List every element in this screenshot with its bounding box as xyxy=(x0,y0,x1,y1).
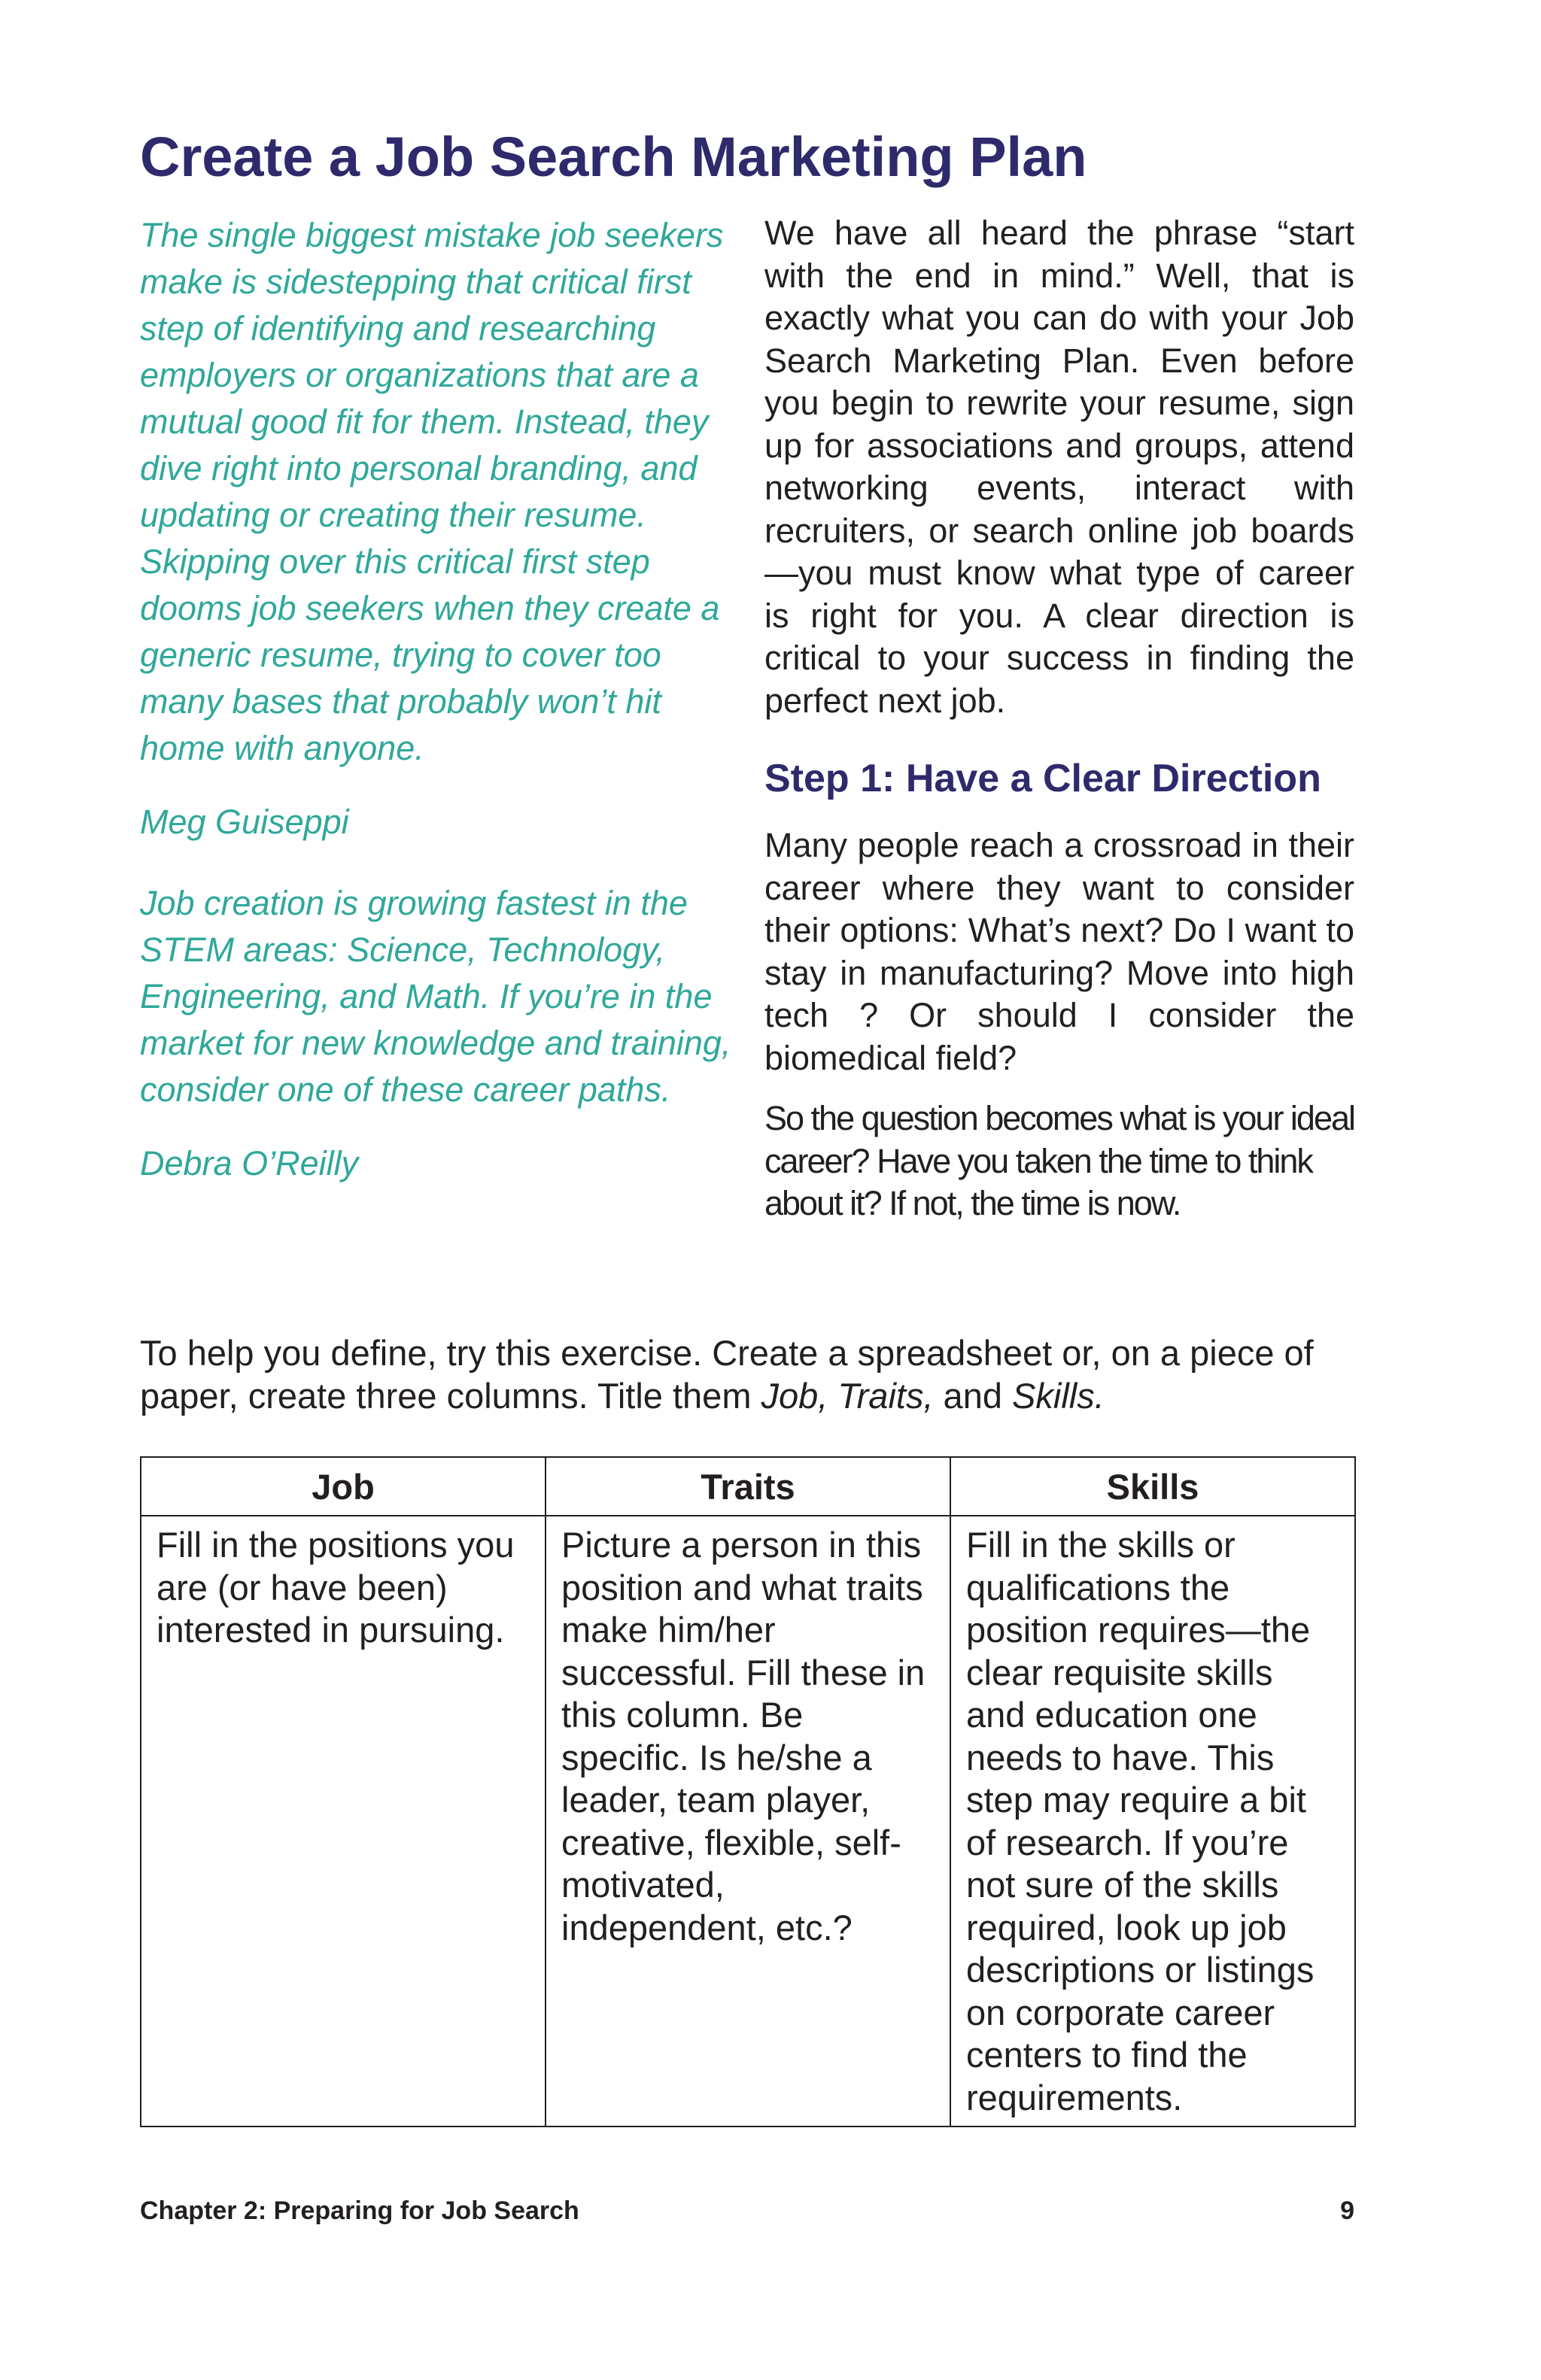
page-title: Create a Job Search Marketing Plan xyxy=(140,126,1087,188)
sidebar-quotes xyxy=(140,212,749,1187)
exercise-title-items: Job, Traits, xyxy=(761,1376,934,1416)
cell-skills: Fill in the skills or qualifications the position requires—the clear requisite skills and education one needs to have. This step may require a bit of research. If you’re not sure of the skills required, look up job descriptions or listings on corporate career centers to find the requirements. xyxy=(950,1516,1355,2127)
step1-heading: Step 1: Have a Clear Direction xyxy=(764,757,1321,800)
table-row xyxy=(141,1516,1355,2127)
footer-chapter-title: Chapter 2: Preparing for Job Search xyxy=(140,2196,579,2225)
footer-page-number: 9 xyxy=(1340,2196,1354,2225)
exercise-table xyxy=(140,1456,1356,2127)
exercise-instructions-text: To help you define, try this exercise. Create a spreadsheet or, on a piece of paper, create three columns. Title them xyxy=(140,1333,1314,1416)
exercise-last-item: Skills. xyxy=(1012,1376,1105,1416)
exercise-and-word: and xyxy=(933,1376,1013,1416)
quote-author-debra-oreilly: Debra O’Reilly xyxy=(140,1144,359,1182)
main-column xyxy=(764,212,1354,1225)
cell-job: Fill in the positions you are (or have been) interested in pursuing. xyxy=(141,1516,546,2127)
column-header-job: Job xyxy=(141,1457,546,1516)
quote-meg-guiseppi: The single biggest mistake job seekers make is sidestepping that critical first step of identifying and researching employers or organizations that are a mutual good fit for them. Instead, they dive right into personal branding, and updating or creating their resume. Skipping over this critical first step dooms job seekers when they create a generic resume, trying to cover too many bases that probably won’t hit home with anyone. xyxy=(140,216,724,767)
quote-debra-oreilly: Job creation is growing fastest in the STEM areas: Science, Technology, Engineering, and Math. If you’re in the market for new knowledge and training, consider one of these career paths. xyxy=(140,884,731,1109)
table-header-row xyxy=(141,1457,1355,1516)
column-header-skills: Skills xyxy=(950,1457,1355,1516)
cell-traits: Picture a person in this position and what traits make him/her successful. Fill these in this column. Be specific. Is he/she a leader, team player, creative, flexible, self-motivated, independent, etc.? xyxy=(546,1516,950,2127)
quote-author-meg-guiseppi: Meg Guiseppi xyxy=(140,803,349,841)
crossroad-paragraph: Many people reach a crossroad in their career where they want to consider their options: What’s next? Do I want to stay in manufacturing? Move into high tech ? Or should I consider the biomedical field? xyxy=(764,826,1354,1077)
exercise-instructions xyxy=(140,1331,1354,1417)
ideal-career-paragraph: So the question becomes what is your ideal career? Have you taken the time to think about it? If not, the time is now. xyxy=(764,1099,1355,1222)
intro-paragraph: We have all heard the phrase “start with the end in mind.” Well, that is exactly what you can do with your Job Search Marketing Plan. Even before you begin to rewrite your resume, sign up for associations and groups, attend networking events, interact with recruiters, or search online job boards—you must know what type of career is right for you. A clear direction is critical to your success in finding the perfect next job. xyxy=(764,214,1354,720)
column-header-traits: Traits xyxy=(546,1457,950,1516)
